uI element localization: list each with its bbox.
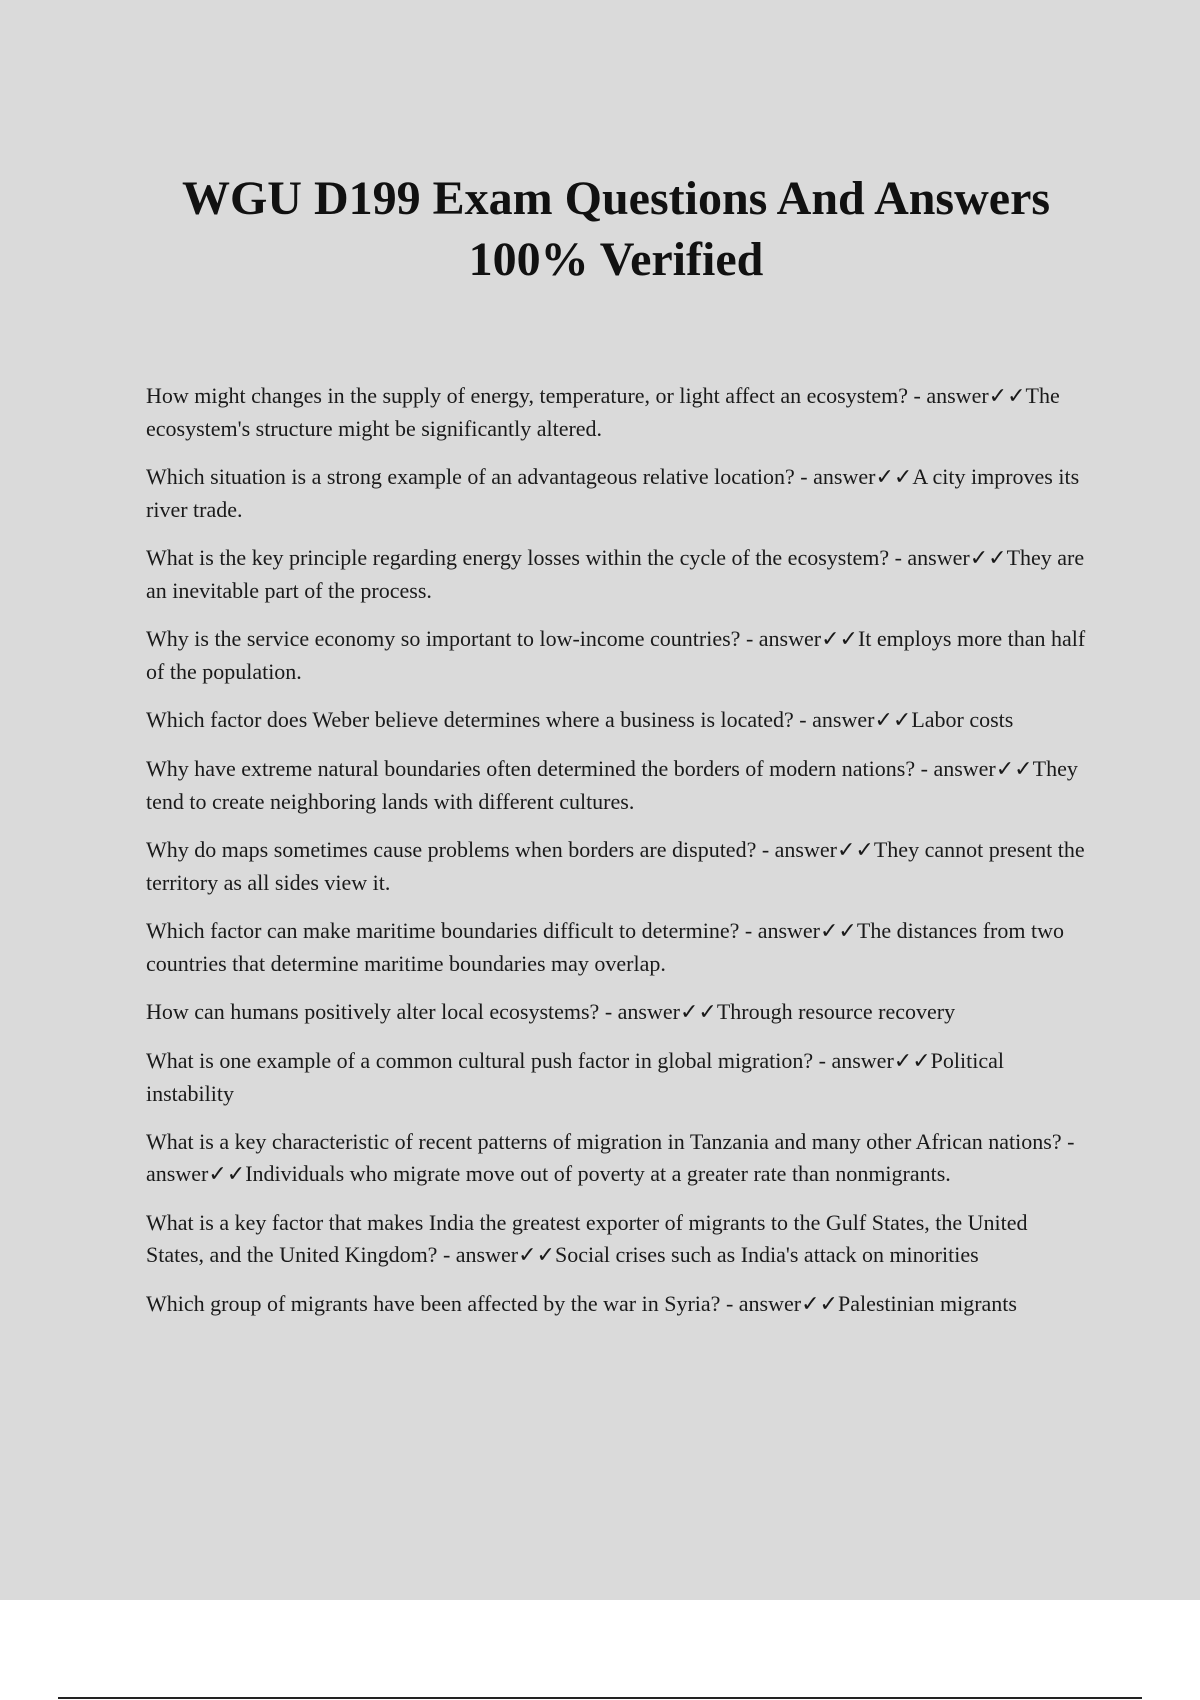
answer-marker: answer [812, 707, 875, 732]
double-check-icon: ✓✓ [679, 1000, 717, 1025]
answer-marker: answer [907, 545, 970, 570]
footer-divider [58, 1697, 1142, 1699]
answer-marker: answer [455, 1242, 519, 1267]
answer-text: Social crises such as India's attack on minorities [554, 1242, 979, 1267]
answer-text: They are an inevitable part of the process. [146, 545, 1085, 603]
double-check-icon: ✓✓ [801, 1292, 838, 1317]
answer-marker: answer [933, 756, 996, 781]
answer-text: A city improves its river trade. [146, 464, 1080, 522]
double-check-icon: ✓✓ [969, 546, 1007, 571]
question-text: Why do maps sometimes cause problems when borders are disputed? - [146, 837, 770, 862]
qa-item [146, 1126, 1086, 1191]
question-text: How might changes in the supply of energy, temperature, or light affect an ecosystem? - [146, 383, 921, 408]
question-text: What is a key characteristic of recent patterns of migration in Tanzania and many other African nations? - [146, 1129, 1075, 1154]
qa-item [146, 623, 1086, 688]
qa-item [146, 753, 1086, 818]
question-text: Which factor can make maritime boundaries difficult to determine? - [146, 918, 753, 943]
qa-item [146, 834, 1086, 899]
double-check-icon: ✓✓ [875, 465, 913, 490]
double-check-icon: ✓✓ [874, 708, 912, 733]
double-check-icon: ✓✓ [518, 1243, 555, 1268]
answer-text: They tend to create neighboring lands with different cultures. [146, 756, 1078, 814]
answer-text: Palestinian migrants [837, 1291, 1017, 1316]
answer-text: It employs more than half of the population. [146, 626, 1086, 684]
answer-marker: answer [617, 999, 680, 1024]
answer-marker: answer [738, 1291, 802, 1316]
answer-text: Labor costs [911, 707, 1014, 732]
question-text: Which situation is a strong example of an advantageous relative location? - [146, 464, 808, 489]
question-text: How can humans positively alter local ecosystems? - [146, 999, 613, 1024]
double-check-icon: ✓✓ [893, 1049, 931, 1074]
qa-item [146, 380, 1086, 445]
double-check-icon: ✓✓ [995, 757, 1033, 782]
qa-list [146, 380, 1086, 1337]
document-title: WGU D199 Exam Questions And Answers 100% Verified [181, 172, 1051, 286]
question-text: What is a key factor that makes India the greatest exporter of migrants to the Gulf States, the United States, and the United Kingdom? - [146, 1210, 1028, 1267]
question-text: Which group of migrants have been affected by the war in Syria? - [146, 1291, 734, 1316]
answer-text: The distances from two countries that determine maritime boundaries may overlap. [146, 918, 1064, 976]
qa-item [146, 1207, 1086, 1272]
answer-text: Political instability [146, 1048, 1004, 1106]
answer-text: The ecosystem's structure might be significantly altered. [146, 383, 1060, 441]
question-text: Why is the service economy so important to low-income countries? - [146, 626, 754, 651]
question-text: What is one example of a common cultural push factor in global migration? - [146, 1048, 826, 1073]
double-check-icon: ✓✓ [208, 1162, 246, 1187]
answer-marker: answer [831, 1048, 894, 1073]
double-check-icon: ✓✓ [836, 838, 874, 863]
answer-text: Through resource recovery [716, 999, 956, 1024]
question-text: Why have extreme natural boundaries often determined the borders of modern nations? - [146, 756, 928, 781]
answer-marker: answer [774, 837, 837, 862]
qa-item [146, 1045, 1086, 1110]
answer-text: Individuals who migrate move out of poverty at a greater rate than nonmigrants. [245, 1161, 951, 1186]
answer-marker: answer [926, 383, 989, 408]
question-text: Which factor does Weber believe determines where a business is located? - [146, 707, 807, 732]
double-check-icon: ✓✓ [821, 627, 858, 652]
qa-item [146, 704, 1086, 737]
double-check-icon: ✓✓ [988, 384, 1026, 409]
answer-text: They cannot present the territory as all sides view it. [146, 837, 1085, 895]
question-text: What is the key principle regarding energy losses within the cycle of the ecosystem? - [146, 545, 902, 570]
qa-item [146, 915, 1086, 980]
qa-item [146, 1288, 1086, 1321]
answer-marker: answer [757, 918, 820, 943]
answer-marker: answer [758, 626, 822, 651]
double-check-icon: ✓✓ [820, 919, 857, 944]
answer-marker: answer [146, 1161, 209, 1186]
qa-item [146, 996, 1086, 1029]
qa-item [146, 461, 1086, 526]
answer-marker: answer [813, 464, 876, 489]
qa-item [146, 542, 1086, 607]
